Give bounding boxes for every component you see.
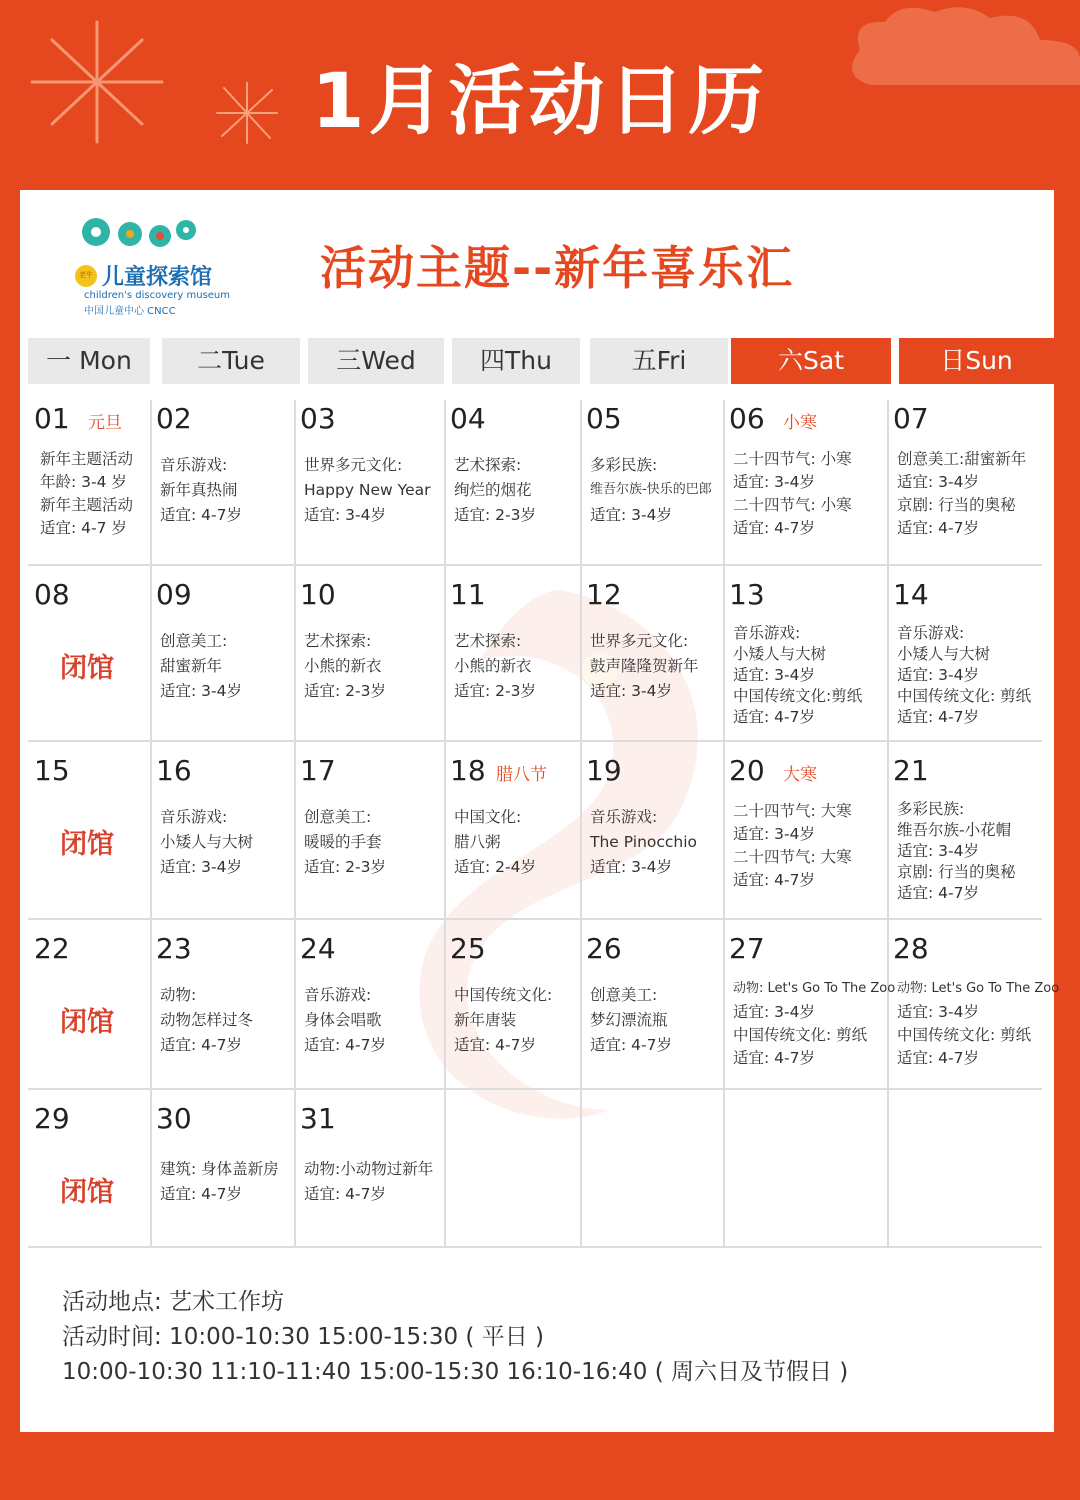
holiday-label: 大寒 (783, 765, 817, 785)
day-number: 01 (34, 402, 70, 435)
day-number: 17 (300, 754, 336, 787)
calendar-day-cell (150, 566, 294, 742)
activity-line: 音乐游戏: (160, 808, 228, 826)
activity-line: 中国传统文化: 剪纸 (733, 1026, 868, 1044)
activity-line: 适宜: 2-3岁 (304, 682, 386, 700)
activity-line: 动物: Let's Go To The Zoo (733, 981, 896, 996)
weekday-header-6: 日Sun (899, 338, 1054, 384)
day-number: 22 (34, 932, 70, 965)
activity-line: 适宜: 3-4岁 (733, 825, 815, 843)
activity-line: 小矮人与大树 (897, 645, 991, 663)
activity-line: The Pinocchio (590, 833, 698, 851)
day-number: 15 (34, 754, 70, 787)
logo-badge: 老牛 (79, 271, 93, 279)
activity-line: 适宜: 4-7岁 (733, 1049, 815, 1067)
activity-line: 多彩民族: (590, 456, 658, 474)
day-number: 26 (586, 932, 622, 965)
calendar-day-cell (887, 566, 1042, 742)
activity-line: 音乐游戏: (897, 624, 965, 642)
calendar-day-cell (28, 390, 150, 566)
activity-line: 中国传统文化: 剪纸 (897, 1026, 1032, 1044)
calendar-day-cell (28, 920, 150, 1090)
holiday-label: 小寒 (783, 413, 817, 433)
weekday-header-1: 二Tue (162, 338, 300, 384)
calendar-day-cell (887, 390, 1042, 566)
activity-line: 适宜: 3-4岁 (160, 858, 242, 876)
activity-line: 二十四节气: 大寒 (733, 848, 852, 866)
activity-line: 适宜: 3-4岁 (733, 473, 815, 491)
day-number: 20 (729, 754, 765, 787)
day-number: 19 (586, 754, 622, 787)
footer-info (62, 1285, 848, 1390)
page-title: 1月活动日历 (311, 56, 769, 145)
calendar-grid (20, 390, 1060, 1250)
activity-line: 建筑: 身体盖新房 (160, 1160, 279, 1178)
calendar-day-cell (723, 742, 887, 920)
activity-line: 暖暖的手套 (304, 833, 382, 851)
activity-line: 动物:小动物过新年 (304, 1160, 434, 1178)
activity-line: 多彩民族: (897, 800, 965, 818)
activity-line: 适宜: 3-4岁 (897, 1003, 979, 1021)
day-number: 27 (729, 932, 765, 965)
day-number: 18 (450, 754, 486, 787)
activity-line: 适宜: 4-7岁 (733, 708, 815, 726)
calendar-day-cell (580, 390, 723, 566)
holiday-label: 元旦 (88, 413, 122, 433)
calendar-day-cell (444, 390, 580, 566)
activity-line: 小矮人与大树 (733, 645, 827, 663)
activity-line: 适宜: 3-4岁 (897, 473, 979, 491)
calendar-day-cell (28, 566, 150, 742)
calendar-day-cell (150, 1090, 294, 1248)
calendar-day-cell (887, 742, 1042, 920)
activity-line: 腊八粥 (454, 833, 501, 851)
activity-line: 适宜: 4-7岁 (160, 1036, 242, 1054)
calendar-day-cell (887, 920, 1060, 1090)
footer-location: 活动地点: 艺术工作坊 (62, 1289, 285, 1315)
activity-line: 新年主题活动 (40, 450, 134, 468)
calendar-day-cell (28, 1090, 150, 1248)
activity-line: Happy New Year (304, 481, 431, 499)
activity-line: 创意美工:甜蜜新年 (897, 450, 1027, 468)
activity-line: 适宜: 4-7岁 (897, 884, 979, 902)
activity-line: 鼓声隆隆贺新年 (590, 657, 699, 675)
footer-time-weekday: 活动时间: 10:00-10:30 15:00-15:30 ( 平日 ) (62, 1324, 544, 1350)
closed-label: 闭馆 (60, 653, 114, 684)
activity-line: 适宜: 3-4岁 (733, 666, 815, 684)
activity-line: 世界多元文化: (304, 456, 403, 474)
calendar-day-cell (580, 920, 723, 1090)
activity-line: 适宜: 4-7岁 (160, 506, 242, 524)
activity-theme: 活动主题--新年喜乐汇 (320, 241, 795, 295)
holiday-label: 腊八节 (496, 765, 547, 785)
activity-line: 二十四节气: 小寒 (733, 450, 852, 468)
calendar-day-cell (294, 566, 444, 742)
calendar-day-cell (723, 566, 887, 742)
activity-line: 京剧: 行当的奥秘 (897, 863, 1016, 881)
activity-line: 中国文化: (454, 808, 522, 826)
day-number: 08 (34, 578, 70, 611)
activity-line: 小矮人与大树 (160, 833, 254, 851)
activity-line: 动物: (160, 986, 197, 1004)
day-number: 14 (893, 578, 929, 611)
weekday-header-4: 五Fri (590, 338, 728, 384)
activity-line: 创意美工: (160, 632, 228, 650)
activity-line: 艺术探索: (304, 632, 372, 650)
activity-line: 甜蜜新年 (160, 657, 223, 675)
weekday-header-2: 三Wed (308, 338, 444, 384)
activity-line: 适宜: 4-7岁 (897, 708, 979, 726)
day-number: 24 (300, 932, 336, 965)
calendar-day-cell (580, 742, 723, 920)
activity-line: 京剧: 行当的奥秘 (897, 496, 1016, 514)
footer-time-weekend: 10:00-10:30 11:10-11:40 15:00-15:30 16:10-16:40 ( 周六日及节假日 ) (62, 1359, 849, 1385)
calendar-day-cell (150, 390, 294, 566)
calendar-day-cell (444, 920, 580, 1090)
day-number: 21 (893, 754, 929, 787)
closed-label: 闭馆 (60, 1007, 114, 1038)
activity-line: 适宜: 3-4岁 (897, 666, 979, 684)
calendar-day-cell (723, 390, 887, 566)
day-number: 06 (729, 402, 765, 435)
day-number: 28 (893, 932, 929, 965)
day-number: 13 (729, 578, 765, 611)
activity-line: 新年主题活动 (40, 496, 134, 514)
activity-line: 适宜: 4-7岁 (897, 1049, 979, 1067)
day-number: 29 (34, 1102, 70, 1135)
activity-line: 二十四节气: 大寒 (733, 802, 852, 820)
activity-line: 音乐游戏: (160, 456, 228, 474)
closed-label: 闭馆 (60, 829, 114, 860)
closed-label: 闭馆 (60, 1177, 114, 1208)
activity-line: 世界多元文化: (590, 632, 689, 650)
activity-line: 适宜: 2-4岁 (454, 858, 536, 876)
activity-line: 中国传统文化: (454, 986, 553, 1004)
activity-line: 适宜: 4-7岁 (160, 1185, 242, 1203)
activity-line: 适宜: 2-3岁 (454, 506, 536, 524)
activity-line: 适宜: 4-7岁 (304, 1036, 386, 1054)
activity-line: 适宜: 2-3岁 (454, 682, 536, 700)
activity-line: 小熊的新衣 (454, 657, 532, 675)
activity-line: 身体会唱歌 (304, 1011, 382, 1029)
activity-line: 创意美工: (304, 808, 372, 826)
day-number: 05 (586, 402, 622, 435)
activity-line: 音乐游戏: (733, 624, 801, 642)
calendar-day-cell (444, 742, 580, 920)
activity-line: 新年真热闹 (160, 481, 238, 499)
day-number: 25 (450, 932, 486, 965)
activity-line: 适宜: 4-7岁 (304, 1185, 386, 1203)
day-number: 07 (893, 402, 929, 435)
day-number: 09 (156, 578, 192, 611)
activity-line: 适宜: 4-7岁 (733, 871, 815, 889)
calendar-day-cell (294, 920, 444, 1090)
day-number: 10 (300, 578, 336, 611)
activity-line: 二十四节气: 小寒 (733, 496, 852, 514)
calendar-day-cell (150, 742, 294, 920)
day-number: 16 (156, 754, 192, 787)
activity-line: 适宜: 3-4岁 (304, 506, 386, 524)
activity-line: 适宜: 4-7 岁 (40, 519, 127, 537)
logo-name: 儿童探索馆 (102, 265, 213, 290)
activity-line: 适宜: 4-7岁 (897, 519, 979, 537)
activity-line: 新年唐装 (454, 1011, 517, 1029)
activity-line: 适宜: 3-4岁 (590, 506, 672, 524)
activity-line: 适宜: 3-4岁 (590, 858, 672, 876)
calendar-day-cell (294, 742, 444, 920)
logo-english: children's discovery museum (84, 290, 231, 301)
calendar-day-cell (294, 1090, 444, 1248)
calendar-card (20, 190, 1060, 1432)
activity-line: 音乐游戏: (590, 808, 658, 826)
activity-line: 小熊的新衣 (304, 657, 382, 675)
activity-line: 艺术探索: (454, 456, 522, 474)
calendar-day-cell (150, 920, 294, 1090)
day-number: 31 (300, 1102, 336, 1135)
activity-line: 年龄: 3-4 岁 (40, 473, 127, 491)
day-number: 04 (450, 402, 486, 435)
activity-line: 中国传统文化:剪纸 (733, 687, 863, 705)
activity-line: 维吾尔族-小花帽 (897, 821, 1012, 839)
logo-org: 中国儿童中心 CNCC (84, 306, 176, 317)
activity-line: 适宜: 3-4岁 (733, 1003, 815, 1021)
activity-line: 艺术探索: (454, 632, 522, 650)
calendar-day-cell (723, 920, 896, 1090)
activity-line: 适宜: 4-7岁 (454, 1036, 536, 1054)
activity-line: 绚烂的烟花 (454, 481, 532, 499)
activity-line: 适宜: 4-7岁 (733, 519, 815, 537)
activity-line: 适宜: 3-4岁 (897, 842, 979, 860)
activity-line: 音乐游戏: (304, 986, 372, 1004)
weekday-header-5: 六Sat (731, 338, 891, 384)
activity-line: 梦幻漂流瓶 (590, 1011, 668, 1029)
activity-line: 维吾尔族-快乐的巴郎 (590, 482, 712, 497)
day-number: 11 (450, 578, 486, 611)
calendar-day-cell (580, 566, 723, 742)
calendar-day-cell (294, 390, 444, 566)
activity-line: 动物怎样过冬 (160, 1011, 254, 1029)
activity-line: 适宜: 3-4岁 (590, 682, 672, 700)
day-number: 03 (300, 402, 336, 435)
weekday-header-3: 四Thu (452, 338, 580, 384)
calendar-day-cell (444, 566, 580, 742)
activity-line: 中国传统文化: 剪纸 (897, 687, 1032, 705)
activity-line: 适宜: 4-7岁 (590, 1036, 672, 1054)
activity-line: 适宜: 3-4岁 (160, 682, 242, 700)
weekday-header-0: 一 Mon (28, 338, 150, 384)
activity-line: 创意美工: (590, 986, 658, 1004)
activity-line: 动物: Let's Go To The Zoo (897, 981, 1060, 996)
activity-line: 适宜: 2-3岁 (304, 858, 386, 876)
calendar-day-cell (28, 742, 150, 920)
day-number: 23 (156, 932, 192, 965)
day-number: 02 (156, 402, 192, 435)
day-number: 12 (586, 578, 622, 611)
day-number: 30 (156, 1102, 192, 1135)
